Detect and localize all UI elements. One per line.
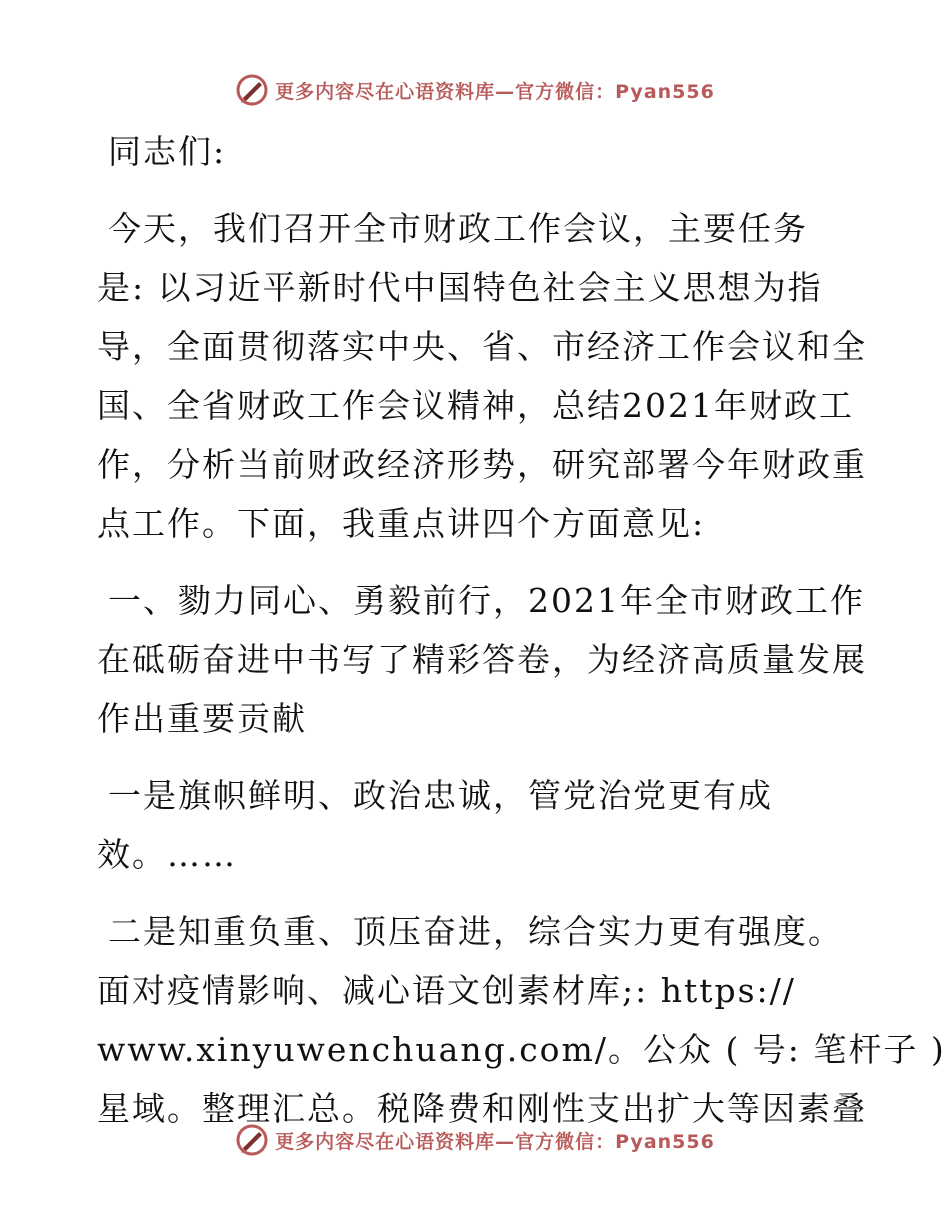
text-line: 在砥砺奋进中书写了精彩答卷，为经济高质量发展 xyxy=(97,640,867,679)
text-line: 一、勠力同心、勇毅前行，2021年全市财政工作 xyxy=(108,581,865,620)
text-line: 国、全省财政工作会议精神，总结2021年财政工 xyxy=(97,386,854,425)
pen-circle-logo-icon xyxy=(235,1123,269,1157)
text-line: www.xinyuwenchuang.com/。公众 ( 号: 笔杆子 ) xyxy=(97,1030,946,1069)
section-heading xyxy=(97,571,867,748)
text-line: 一是旗帜鲜明、政治忠诚，管党治党更有成 xyxy=(108,776,773,815)
pen-circle-logo-icon xyxy=(235,73,269,107)
text-line: 作，分析当前财政经济形势，研究部署今年财政重 xyxy=(97,445,867,484)
text-line: 点工作。下面，我重点讲四个方面意见: xyxy=(97,504,706,543)
footer-banner xyxy=(0,1120,950,1160)
text-line: 二是知重负重、顶压奋进，综合实力更有强度。 xyxy=(108,912,843,951)
text-line: 作出重要贡献 xyxy=(97,699,307,738)
banner-text: 更多内容尽在心语资料库—官方微信：Pyan556 xyxy=(275,1130,715,1153)
text-line: 今天，我们召开全市财政工作会议，主要任务 xyxy=(108,209,808,248)
item-two-paragraph xyxy=(97,902,946,1138)
text-line: 面对疫情影响、减心语文创素材库;: https:// xyxy=(97,971,796,1010)
document-body xyxy=(97,122,946,1138)
item-one-paragraph xyxy=(97,766,852,884)
intro-paragraph xyxy=(97,199,867,553)
text-line: 是: 以习近平新时代中国特色社会主义思想为指 xyxy=(97,268,823,307)
text-line: 效。…… xyxy=(97,835,237,874)
text-line: 星域。整理汇总。税降费和刚性支出扩大等因素叠 xyxy=(97,1089,867,1128)
banner-text: 更多内容尽在心语资料库—官方微信：Pyan556 xyxy=(275,80,715,103)
header-banner xyxy=(0,70,950,110)
salutation: 同志们: xyxy=(108,132,227,171)
text-line: 导，全面贯彻落实中央、省、市经济工作会议和全 xyxy=(97,327,867,366)
